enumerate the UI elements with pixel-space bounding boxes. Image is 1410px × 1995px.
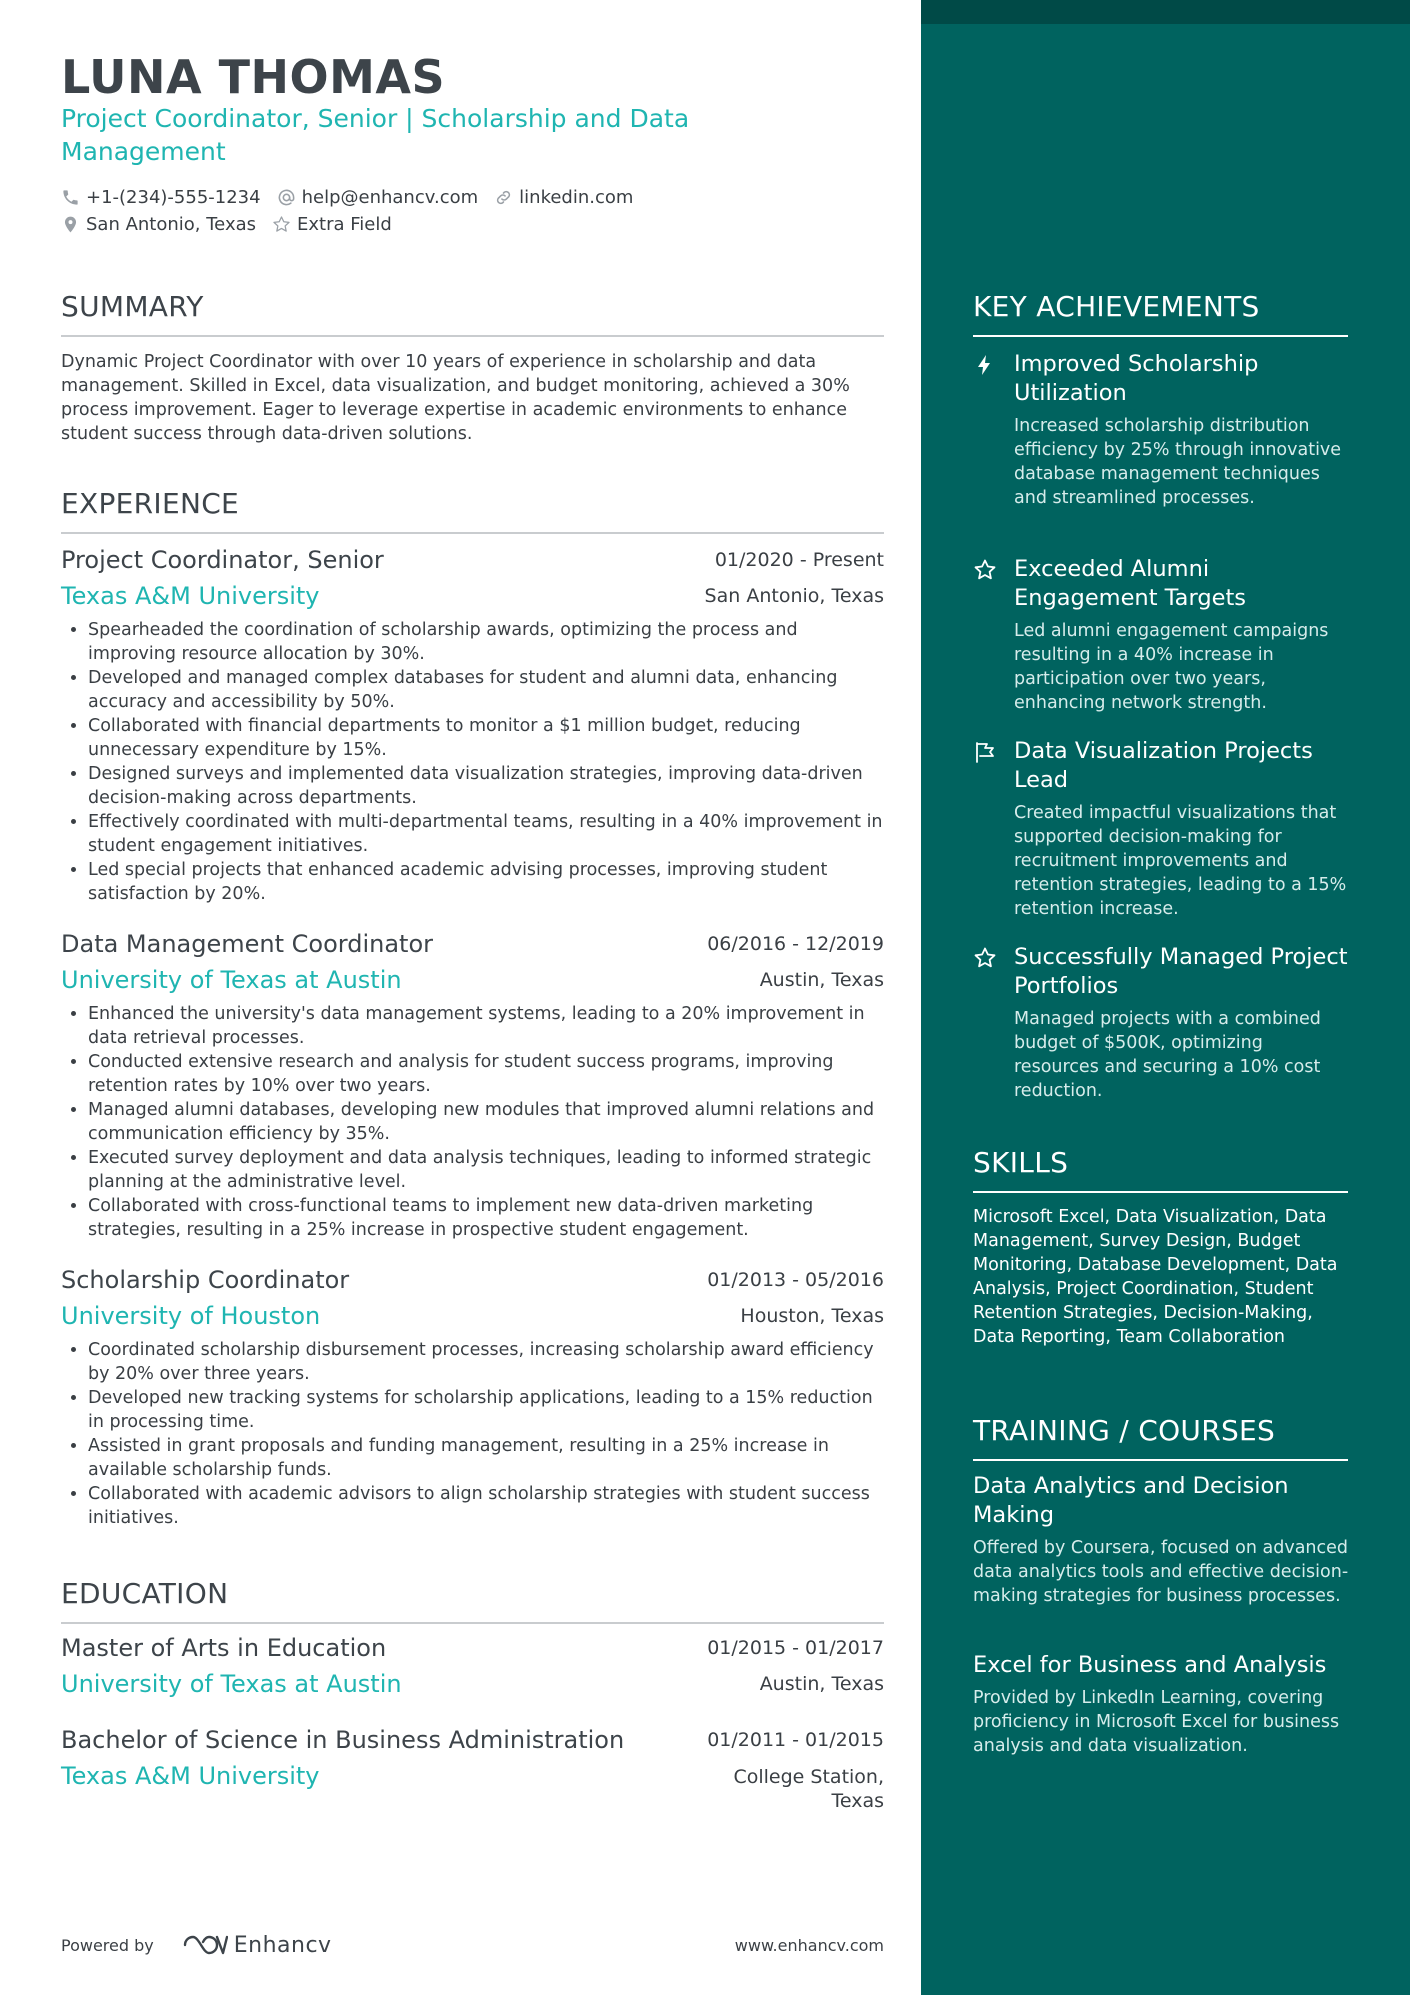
course-item: [973, 1472, 1353, 1608]
bullet-item: • Collaborated with financial departments to monitor a $1 million budget, reducing unnecessary expenditure by 15%.: [88, 714, 884, 762]
at-icon: [277, 188, 296, 207]
bullet-item: • Assisted in grant proposals and funding management, resulting in a 25% increase in available scholarship funds.: [88, 1434, 884, 1482]
skills-list: Microsoft Excel, Data Visualization, Data Management, Survey Design, Budget Monitoring, Database Development, Data Analysis, Project Coordination, Student Retention Strategies, Decision-Making, Data Reporting, Team Collaboration: [973, 1207, 1338, 1347]
education-item: [61, 1634, 884, 1698]
powered-by-label: Powered by: [61, 1935, 154, 1955]
degree-title: Master of Arts in Education: [61, 1634, 387, 1662]
degree-title: Bachelor of Science in Business Administration: [61, 1726, 625, 1754]
contact-extra-text: Extra Field: [297, 214, 392, 235]
job-organization[interactable]: University of Houston: [61, 1302, 321, 1330]
job-role: Data Management Coordinator: [61, 930, 434, 958]
achievement-title: Successfully Managed Project Portfolios: [1014, 944, 1348, 999]
bullet-item: • Developed new tracking systems for scholarship applications, leading to a 15% reduction in processing time.: [88, 1386, 884, 1434]
bullet-item: • Led special projects that enhanced academic advising processes, improving student satisfaction by 20%.: [88, 858, 884, 906]
summary-text: Dynamic Project Coordinator with over 10 years of experience in scholarship and data management. Skilled in Excel, data visualization, and budget monitoring, achieved a 30% process improvement. Eager to leverage expertise in academic environments to enhance student success through data-driven solutions.: [61, 352, 850, 444]
job-bullets: [61, 1002, 884, 1242]
candidate-title: Project Coordinator, Senior | Scholarship and Data Management: [61, 104, 690, 166]
job-location: Austin, Texas: [759, 969, 884, 991]
contact-email[interactable]: [277, 187, 479, 208]
bullet-item: • Designed surveys and implemented data visualization strategies, improving data-driven decision-making across departments.: [88, 762, 884, 810]
enhancv-logo-text: Enhancv: [233, 1932, 332, 1958]
powered-by: [61, 1933, 332, 1958]
school-location: College Station, Texas: [733, 1766, 884, 1812]
experience-heading: EXPERIENCE: [61, 487, 884, 534]
contact-info: [61, 184, 861, 238]
education-item: [61, 1726, 884, 1813]
contact-email-text: help@enhancv.com: [301, 187, 479, 208]
achievement-title: Exceeded Alumni Engagement Targets: [1014, 556, 1246, 611]
course-title: Data Analytics and Decision Making: [973, 1473, 1289, 1528]
skills-heading: SKILLS: [973, 1146, 1348, 1193]
achievement-desc: Created impactful visualizations that supported decision-making for recruitment improvements and retention strategies, leading to a 15% retention increase.: [1014, 803, 1347, 919]
enhancv-logo-icon: [182, 1933, 228, 1957]
location-pin-icon: [61, 215, 80, 234]
sidebar: [921, 0, 1410, 1995]
job-role: Scholarship Coordinator: [61, 1266, 350, 1294]
job-organization[interactable]: Texas A&M University: [61, 582, 320, 610]
summary-heading: SUMMARY: [61, 290, 884, 337]
contact-linkedin[interactable]: [494, 187, 633, 208]
bullet-item: • Managed alumni databases, developing new modules that improved alumni relations and communication efficiency by 35%.: [88, 1098, 884, 1146]
achievement-desc: Increased scholarship distribution efficiency by 25% through innovative database management techniques and streamlined processes.: [1014, 416, 1342, 508]
job-location: Houston, Texas: [740, 1305, 884, 1327]
contact-location: [61, 214, 256, 235]
enhancv-logo[interactable]: [182, 1933, 332, 1958]
job-dates: 01/2013 - 05/2016: [707, 1269, 884, 1291]
contact-linkedin-text: linkedin.com: [519, 187, 634, 208]
achievements-heading: KEY ACHIEVEMENTS: [973, 290, 1348, 337]
bullet-item: • Effectively coordinated with multi-departmental teams, resulting in a 40% improvement in student engagement initiatives.: [88, 810, 884, 858]
experience-item: [61, 930, 884, 1242]
contact-phone-text: +1-(234)-555-1234: [86, 187, 261, 208]
bullet-item: • Executed survey deployment and data analysis techniques, leading to informed strategic planning at the administrative level.: [88, 1146, 884, 1194]
job-location: San Antonio, Texas: [704, 585, 884, 607]
lightning-icon: [973, 353, 997, 377]
degree-dates: 01/2015 - 01/2017: [707, 1637, 884, 1659]
job-bullets: [61, 618, 884, 906]
achievement-desc: Managed projects with a combined budget of $500K, optimizing resources and securing a 10% cost reduction.: [1014, 1009, 1321, 1101]
experience-item: [61, 546, 884, 906]
achievement-desc: Led alumni engagement campaigns resulting in a 40% increase in participation over two years, enhancing network strength.: [1014, 621, 1329, 713]
school-name[interactable]: Texas A&M University: [61, 1762, 320, 1790]
achievement-item: [973, 737, 1353, 921]
job-bullets: [61, 1338, 884, 1530]
contact-phone[interactable]: [61, 187, 261, 208]
course-desc: Offered by Coursera, focused on advanced data analytics tools and effective decision-making strategies for business processes.: [973, 1538, 1349, 1606]
achievement-item: [973, 350, 1353, 510]
contact-extra: [272, 214, 392, 235]
bullet-item: • Conducted extensive research and analysis for student success programs, improving retention rates by 10% over two years.: [88, 1050, 884, 1098]
bullet-item: • Enhanced the university's data management systems, leading to a 20% improvement in data retrieval processes.: [88, 1002, 884, 1050]
job-dates: 01/2020 - Present: [714, 549, 884, 571]
education-heading: EDUCATION: [61, 1577, 884, 1624]
link-icon: [494, 188, 513, 207]
bullet-item: • Collaborated with cross-functional teams to implement new data-driven marketing strategies, resulting in a 25% increase in prospective student engagement.: [88, 1194, 884, 1242]
course-item: [973, 1651, 1353, 1758]
achievement-item: [973, 943, 1353, 1103]
flag-icon: [973, 740, 997, 764]
bullet-item: • Spearheaded the coordination of scholarship awards, optimizing the process and improving resource allocation by 30%.: [88, 618, 884, 666]
experience-item: [61, 1266, 884, 1530]
star-icon: [973, 946, 997, 970]
job-organization[interactable]: University of Texas at Austin: [61, 966, 402, 994]
sidebar-top-band: [921, 0, 1410, 24]
star-icon: [272, 215, 291, 234]
bullet-item: • Collaborated with academic advisors to align scholarship strategies with student success initiatives.: [88, 1482, 884, 1530]
degree-dates: 01/2011 - 01/2015: [707, 1729, 884, 1751]
course-desc: Provided by LinkedIn Learning, covering proficiency in Microsoft Excel for business analysis and data visualization.: [973, 1688, 1340, 1756]
footer-website[interactable]: www.enhancv.com: [734, 1935, 884, 1955]
phone-icon: [61, 188, 80, 207]
contact-location-text: San Antonio, Texas: [86, 214, 256, 235]
achievement-title: Data Visualization Projects Lead: [1014, 738, 1313, 793]
job-dates: 06/2016 - 12/2019: [707, 933, 884, 955]
bullet-item: • Developed and managed complex databases for student and alumni data, enhancing accuracy and accessibility by 50%.: [88, 666, 884, 714]
achievement-title: Improved Scholarship Utilization: [1014, 351, 1259, 406]
school-name[interactable]: University of Texas at Austin: [61, 1670, 402, 1698]
course-title: Excel for Business and Analysis: [973, 1652, 1327, 1678]
bullet-item: • Coordinated scholarship disbursement processes, increasing scholarship award efficiency by 20% over three years.: [88, 1338, 884, 1386]
footer: [61, 1925, 884, 1965]
job-role: Project Coordinator, Senior: [61, 546, 384, 574]
school-location: Austin, Texas: [759, 1673, 884, 1695]
training-heading: TRAINING / COURSES: [973, 1414, 1348, 1461]
achievement-item: [973, 555, 1353, 715]
candidate-name: LUNA THOMAS: [61, 50, 446, 104]
star-icon: [973, 558, 997, 582]
